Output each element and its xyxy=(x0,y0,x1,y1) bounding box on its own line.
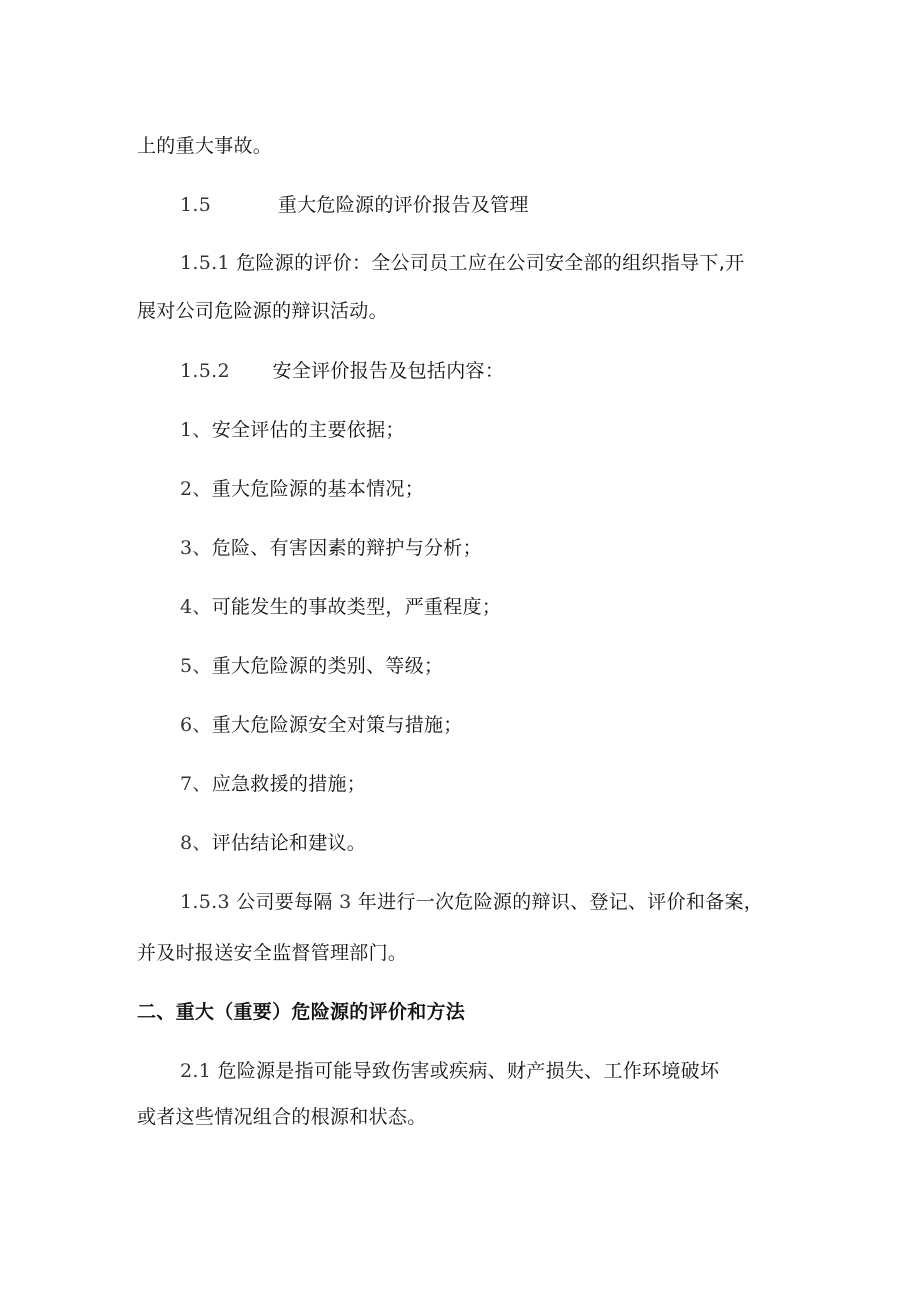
list-item xyxy=(180,771,366,797)
years-number: 3 xyxy=(339,891,352,913)
section-number: 1.5.2 xyxy=(180,360,230,382)
list-item-text: 可能发生的事故类型，严重程度； xyxy=(211,596,502,618)
list-item-text: 重大危险源的类别、等级； xyxy=(211,655,444,677)
section-number: 1.5 xyxy=(180,194,212,216)
paragraph-text: 公司要每隔 xyxy=(236,891,333,913)
list-item-number: 8、 xyxy=(180,832,212,854)
section-1-5-1-line2 xyxy=(137,298,388,324)
list-item-number: 2、 xyxy=(180,478,212,500)
section-number: 1.5.1 xyxy=(180,252,230,274)
list-item-text: 评估结论和建议。 xyxy=(211,832,367,854)
paragraph-text: 危险源是指可能导致伤害或疾病、财产损失、工作环境破坏 xyxy=(217,1060,720,1082)
continuation-text xyxy=(137,133,272,159)
section-title: 安全评价报告及包括内容： xyxy=(272,360,505,382)
section-1-5-heading xyxy=(180,192,529,218)
section-1-5-1-line1 xyxy=(180,250,744,276)
list-item-number: 5、 xyxy=(180,655,212,677)
section-1-5-2-heading xyxy=(180,358,504,384)
section-1-5-3-line2 xyxy=(137,940,407,966)
list-item-text: 危险、有害因素的辩护与分析； xyxy=(211,537,482,559)
list-item-number: 6、 xyxy=(180,714,212,736)
list-item-text: 应急救援的措施； xyxy=(211,773,367,795)
list-item-text: 安全评估的主要依据； xyxy=(211,419,405,441)
list-item xyxy=(180,417,405,443)
paragraph-text: 并及时报送安全监督管理部门。 xyxy=(137,942,408,964)
paragraph-text: 危险源的评价：全公司员工应在公司安全部的组织指导下,开 xyxy=(236,252,745,274)
list-item xyxy=(180,476,424,502)
list-item-text: 重大危险源安全对策与措施； xyxy=(211,714,463,736)
paragraph-text: 展对公司危险源的辩识活动。 xyxy=(137,300,388,322)
chapter-heading-text: 二、重大（重要）危险源的评价和方法 xyxy=(137,1001,466,1023)
paragraph-text: 年进行一次危险源的辩识、登记、评价和备案， xyxy=(357,891,764,913)
section-1-5-3-line1 xyxy=(180,889,763,915)
list-item-number: 3、 xyxy=(180,537,212,559)
list-item-text: 重大危险源的基本情况； xyxy=(211,478,425,500)
section-title: 重大危险源的评价报告及管理 xyxy=(277,194,529,216)
chapter-heading xyxy=(137,999,465,1025)
list-item xyxy=(180,830,366,856)
list-item xyxy=(180,712,463,738)
section-2-1-line1 xyxy=(180,1058,719,1084)
paragraph-text: 或者这些情况组合的根源和状态。 xyxy=(137,1106,427,1128)
section-number: 2.1 xyxy=(180,1060,212,1082)
list-item xyxy=(180,594,501,620)
list-item-number: 7、 xyxy=(180,773,212,795)
section-2-1-line2 xyxy=(137,1104,427,1130)
list-item xyxy=(180,535,482,561)
list-item xyxy=(180,653,443,679)
list-item-number: 4、 xyxy=(180,596,212,618)
section-number: 1.5.3 xyxy=(180,891,230,913)
list-item-number: 1、 xyxy=(180,419,212,441)
continuation-text-content: 上的重大事故。 xyxy=(137,135,273,157)
